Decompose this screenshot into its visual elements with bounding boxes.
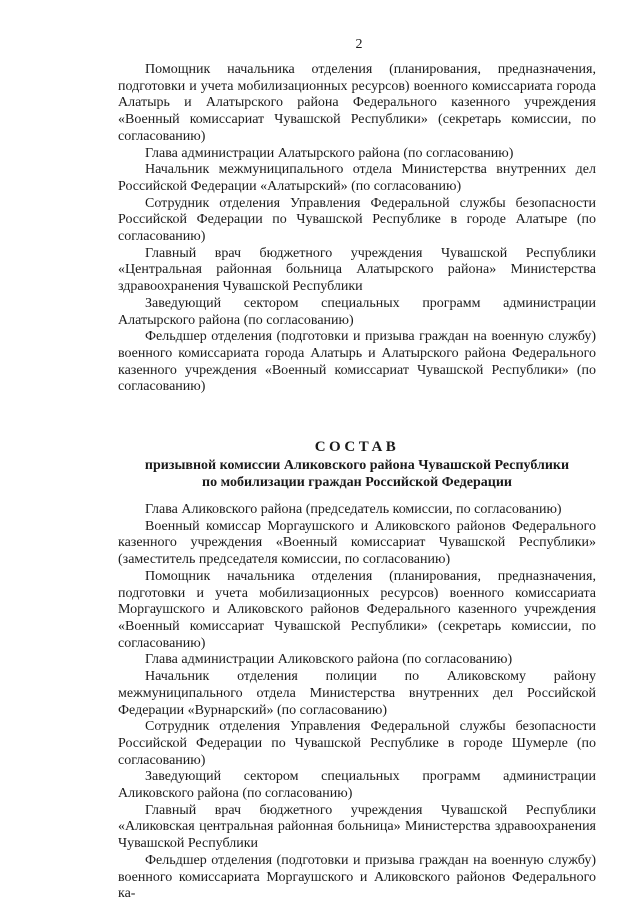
- paragraph: Фельдшер отделения (подготовки и призыва граждан на военную службу) военного комиссариата Моргаушского и Аликовского районов Федерального ка-: [118, 852, 596, 902]
- paragraph: Главный врач бюджетного учреждения Чувашской Республики «Аликовская центральная районная больница» Министерства здравоохранения Чувашской Республики: [118, 802, 596, 852]
- section-1-list: [118, 62, 596, 396]
- section-title: СОСТАВ: [314, 439, 400, 456]
- section-2-heading: [118, 439, 596, 491]
- paragraph: Сотрудник отделения Управления Федеральной службы безопасности Российской Федерации по Чувашской Республике в городе Алатыре (по согласованию): [118, 195, 596, 245]
- paragraph: Начальник отделения полиции по Аликовскому району межмуниципального отдела Министерства внутренних дел Российской Федерации «Вурнарский» (по согласованию): [118, 669, 596, 718]
- section-2-list: [118, 502, 596, 903]
- paragraph: Глава администрации Алатырского района (по согласованию): [145, 145, 514, 161]
- paragraph: Главный врач бюджетного учреждения Чувашской Республики «Центральная районная больница Алатырского района» Министерства здравоохранения Чувашской Республики: [118, 245, 596, 295]
- section-subtitle-line1: призывной комиссии Аликовского района Чувашской Республики: [144, 458, 570, 474]
- paragraph: Глава администрации Аликовского района (по согласованию): [145, 652, 513, 668]
- page-number: 2: [355, 37, 363, 52]
- paragraph: Помощник начальника отделения (планирования, предназначения, подготовки и учета мобилизационных ресурсов) военного комиссариата города Алатырь и Алатырского района Федерального казенного учреждения «Военный комиссариат Чувашской Республики» (секретарь комиссии, по согласованию): [118, 62, 596, 144]
- paragraph: Военный комиссар Моргаушского и Аликовского районов Федерального казенного учреждения «Военный комиссариат Чувашской Республики» (заместитель председателя комиссии, по согласованию): [118, 518, 596, 568]
- section-subtitle-line2: по мобилизации граждан Российской Федерации: [202, 474, 512, 490]
- paragraph: Сотрудник отделения Управления Федеральной службы безопасности Российской Федерации по Чувашской Республике в городе Шумерле (по согласованию): [118, 719, 596, 768]
- paragraph: Начальник межмуниципального отдела Министерства внутренних дел Российской Федерации «Алатырский» (по согласованию): [118, 162, 596, 194]
- paragraph: Заведующий сектором специальных программ администрации Аликовского района (по согласованию): [118, 769, 596, 802]
- paragraph: Заведующий сектором специальных программ администрации Алатырского района (по согласованию): [118, 295, 596, 328]
- paragraph: Помощник начальника отделения (планирования, предназначения, подготовки и учета мобилизационных ресурсов) военного комиссариата Моргаушского и Аликовского районов Федерального казенного учреждения «Военный комиссариат Чувашской Республики» (секретарь комиссии, по согласованию): [118, 568, 596, 651]
- paragraph: Фельдшер отделения (подготовки и призыва граждан на военную службу) военного комиссариата города Алатырь и Алатырского района Федерального казенного учреждения «Военный комиссариат Чувашской Республики» (по согласованию): [118, 329, 596, 395]
- paragraph: Глава Аликовского района (председатель комиссии, по согласованию): [145, 502, 562, 518]
